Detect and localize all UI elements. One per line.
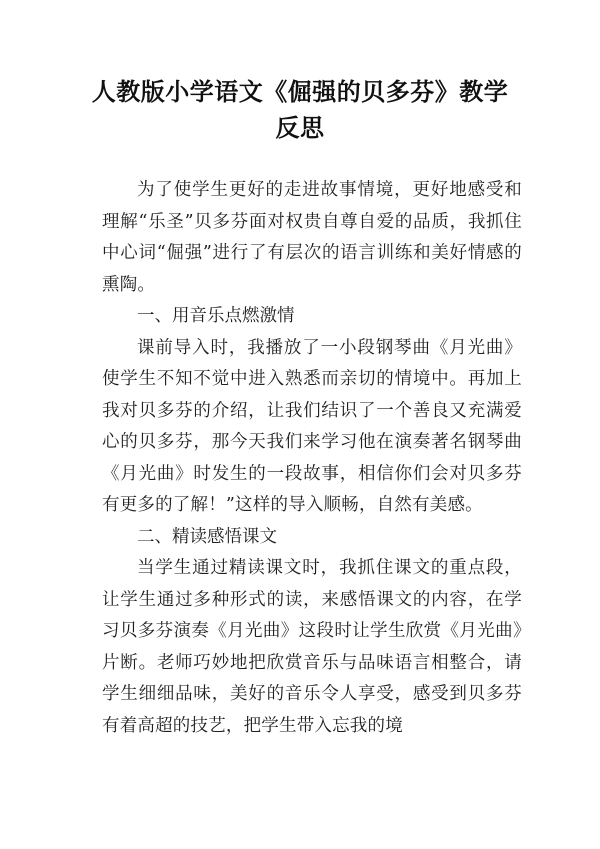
section-paragraph-1: 课前导入时，我播放了一小段钢琴曲《月光曲》使学生不知不觉中进入熟悉而亲切的情境中。再加上我对贝多芬的介绍，让我们结识了一个善良又充满爱心的贝多芬，那今天我们来学习他在演奏著名钢琴曲《月光曲》时发生的一段故事，相信你们会对贝多芬有更多的了解！”这样的导入顺畅，自然有美感。 xyxy=(102,337,522,515)
section-heading-1: 一、用音乐点燃激情 xyxy=(137,306,295,326)
intro-paragraph: 为了使学生更好的走进故事情境，更好地感受和理解“乐圣”贝多芬面对权贵自尊自爱的品质，我抓住中心词“倔强”进行了有层次的语言训练和美好情感的熏陶。 xyxy=(102,180,522,295)
document-title: 人教版小学语文《倔强的贝多芬》教学反思 xyxy=(91,78,509,142)
document-body xyxy=(102,175,522,742)
section-paragraph-2: 当学生通过精读课文时，我抓住课文的重点段，让学生通过多种形式的读，来感悟课文的内容，在学习贝多芬演奏《月光曲》这段时让学生欣赏《月光曲》片断。老师巧妙地把欣赏音乐与品味语言相整合，请学生细细品味，美好的音乐令人享受，感受到贝多芬有着高超的技艺，把学生带入忘我的境 xyxy=(102,558,522,736)
section-heading-2: 二、精读感悟课文 xyxy=(137,526,277,547)
